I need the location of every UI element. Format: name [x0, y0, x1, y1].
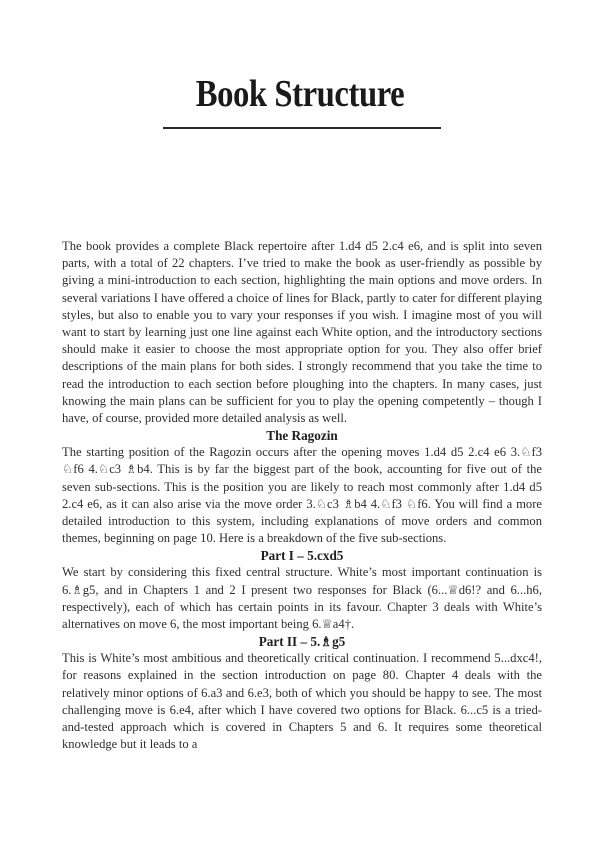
section-heading-part-1: Part I – 5.cxd5 [260, 548, 344, 564]
section-paragraph-ragozin: The starting position of the Ragozin occurs after the opening moves 1.d4 d5 2.c4 e6 3.♘f3 ♘f6 4.♘c3 ♗b4. This is by far the biggest part of the book, accounting for five out of the seven sub-sections. This is the position you are likely to reach most commonly after 1.d4 d5 2.c4 e6, as it can also arise via the move order 3.♘c3 ♗b4 4.♘f3 ♘f6. You will find a more detailed introduction to this system, including explanations of move orders and common themes, beginning on page 10. Here is a breakdown of the five sub-sections. [62, 445, 542, 546]
title-underline [163, 127, 441, 129]
section-heading-ragozin: The Ragozin [266, 428, 338, 444]
intro-paragraph: The book provides a complete Black repertoire after 1.d4 d5 2.c4 e6, and is split into seven parts, with a total of 22 chapters. I’ve tried to make the book as user-friendly as possible by giving a mini-introduction to each section, highlighting the main options and move orders. In several variations I have offered a choice of lines for Black, partly to cater for different playing styles, but also to enable you to vary your responses if you wish. I imagine most of you will want to start by learning just one line against each White option, and the introductory sections should make it easier to choose the most appropriate option for you. They also offer brief descriptions of the main plans for both sides. I strongly recommend that you take the time to read the introduction to each section before ploughing into the chapters. In many cases, just knowing the main plans can be sufficient for you to play the opening competently – though I have, of course, provided more detailed analysis as well. [62, 239, 542, 426]
page-body [62, 238, 542, 753]
section-heading-part-2: Part II – 5.♗g5 [258, 634, 346, 650]
section-paragraph-part-1: We start by considering this fixed central structure. White’s most important continuation is 6.♗g5, and in Chapters 1 and 2 I present two responses for Black (6...♕d6!? and 6...h6, respectively), each of which has certain points in its favour. Chapter 3 deals with White’s alternatives on move 6, the most important being 6.♕a4†. [62, 565, 542, 632]
page-title: Book Structure [195, 73, 405, 115]
section-paragraph-part-2: This is White’s most ambitious and theoretically critical continuation. I recommend 5...dxc4!, for reasons explained in the section introduction on page 80. Chapter 4 deals with the relatively minor options of 6.a3 and 6.e3, both of which you should be happy to see. The most challenging move is 6.e4, after which I have covered two options for Black. 6...c5 is a tried-and-tested approach which is covered in Chapters 5 and 6. It requires some theoretical knowledge but it leads to a [62, 651, 542, 752]
